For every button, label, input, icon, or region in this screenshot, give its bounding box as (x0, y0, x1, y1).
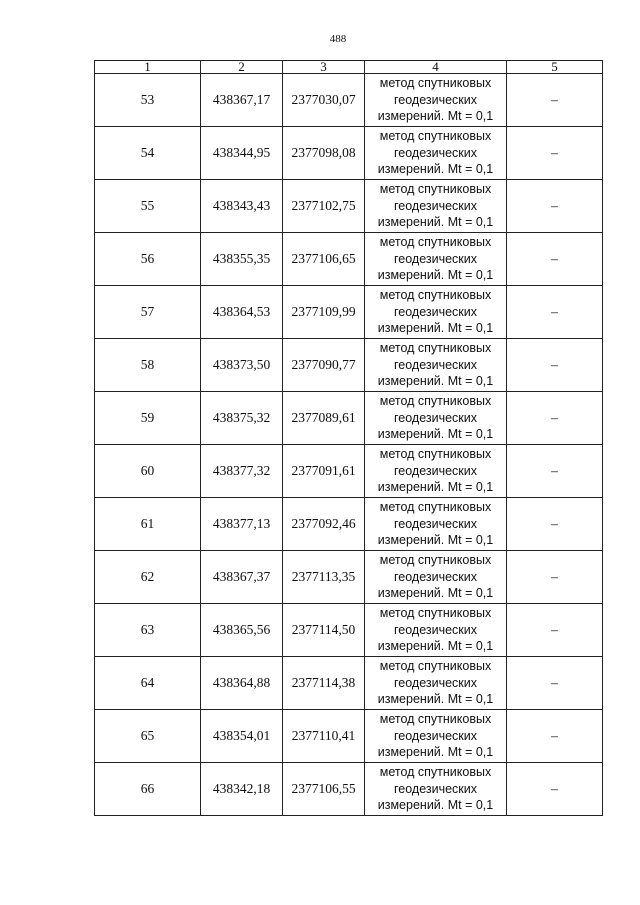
method-cell (365, 74, 507, 127)
header-row (95, 61, 603, 74)
note-cell: – (507, 127, 603, 180)
table-row (95, 604, 603, 657)
header-col-3: 3 (283, 61, 365, 74)
point-number-cell: 66 (95, 763, 201, 816)
y-coordinate-cell: 2377110,41 (283, 710, 365, 763)
method-cell (365, 127, 507, 180)
y-coordinate-cell: 2377090,77 (283, 339, 365, 392)
method-line: геодезических (393, 198, 477, 213)
method-cell (365, 498, 507, 551)
point-number-cell: 63 (95, 604, 201, 657)
x-coordinate-cell: 438367,17 (201, 74, 283, 127)
point-number-cell: 61 (95, 498, 201, 551)
y-coordinate-cell: 2377113,35 (283, 551, 365, 604)
method-line: измерений. Mt = 0,1 (377, 321, 494, 336)
x-coordinate-cell: 438355,35 (201, 233, 283, 286)
method-cell (365, 286, 507, 339)
method-cell (365, 604, 507, 657)
point-number-cell: 62 (95, 551, 201, 604)
x-coordinate-cell: 438364,88 (201, 657, 283, 710)
y-coordinate-cell: 2377106,55 (283, 763, 365, 816)
table-row (95, 657, 603, 710)
method-cell (365, 551, 507, 604)
x-coordinate-cell: 438343,43 (201, 180, 283, 233)
method-line: метод спутниковых (379, 129, 492, 144)
method-cell (365, 233, 507, 286)
note-cell: – (507, 233, 603, 286)
header-col-1: 1 (95, 61, 201, 74)
table-row (95, 127, 603, 180)
note-cell: – (507, 180, 603, 233)
method-line: метод спутниковых (379, 235, 492, 250)
point-number-cell: 57 (95, 286, 201, 339)
method-line: измерений. Mt = 0,1 (377, 374, 494, 389)
method-line: геодезических (393, 516, 477, 531)
header-col-2: 2 (201, 61, 283, 74)
method-line: измерений. Mt = 0,1 (377, 427, 494, 442)
header-col-5: 5 (507, 61, 603, 74)
method-line: метод спутниковых (379, 182, 492, 197)
method-cell (365, 180, 507, 233)
method-line: метод спутниковых (379, 765, 492, 780)
x-coordinate-cell: 438354,01 (201, 710, 283, 763)
x-coordinate-cell: 438342,18 (201, 763, 283, 816)
y-coordinate-cell: 2377092,46 (283, 498, 365, 551)
table-row (95, 710, 603, 763)
method-line: геодезических (393, 251, 477, 266)
coordinates-table (94, 60, 603, 816)
x-coordinate-cell: 438377,32 (201, 445, 283, 498)
method-line: геодезических (393, 781, 477, 796)
point-number-cell: 59 (95, 392, 201, 445)
y-coordinate-cell: 2377102,75 (283, 180, 365, 233)
point-number-cell: 54 (95, 127, 201, 180)
page-number: 488 (329, 33, 347, 45)
table-row (95, 498, 603, 551)
method-line: метод спутниковых (379, 394, 492, 409)
y-coordinate-cell: 2377114,50 (283, 604, 365, 657)
table-row (95, 233, 603, 286)
method-line: метод спутниковых (379, 76, 492, 91)
note-cell: – (507, 551, 603, 604)
x-coordinate-cell: 438367,37 (201, 551, 283, 604)
y-coordinate-cell: 2377109,99 (283, 286, 365, 339)
method-cell (365, 392, 507, 445)
table-row (95, 74, 603, 127)
method-line: метод спутниковых (379, 341, 492, 356)
method-line: метод спутниковых (379, 500, 492, 515)
method-line: измерений. Mt = 0,1 (377, 533, 494, 548)
y-coordinate-cell: 2377089,61 (283, 392, 365, 445)
method-line: метод спутниковых (379, 606, 492, 621)
y-coordinate-cell: 2377106,65 (283, 233, 365, 286)
point-number-cell: 55 (95, 180, 201, 233)
method-line: геодезических (393, 675, 477, 690)
x-coordinate-cell: 438365,56 (201, 604, 283, 657)
method-line: измерений. Mt = 0,1 (377, 745, 494, 760)
table-row (95, 551, 603, 604)
method-line: метод спутниковых (379, 288, 492, 303)
y-coordinate-cell: 2377098,08 (283, 127, 365, 180)
method-line: метод спутниковых (379, 659, 492, 674)
note-cell: – (507, 339, 603, 392)
method-cell (365, 445, 507, 498)
method-line: метод спутниковых (379, 447, 492, 462)
x-coordinate-cell: 438373,50 (201, 339, 283, 392)
method-cell (365, 763, 507, 816)
x-coordinate-cell: 438364,53 (201, 286, 283, 339)
method-cell (365, 657, 507, 710)
x-coordinate-cell: 438375,32 (201, 392, 283, 445)
note-cell: – (507, 604, 603, 657)
point-number-cell: 53 (95, 74, 201, 127)
note-cell: – (507, 392, 603, 445)
method-line: геодезических (393, 569, 477, 584)
method-line: метод спутниковых (379, 712, 492, 727)
method-line: геодезических (393, 728, 477, 743)
x-coordinate-cell: 438344,95 (201, 127, 283, 180)
note-cell: – (507, 445, 603, 498)
method-line: измерений. Mt = 0,1 (377, 798, 494, 813)
point-number-cell: 58 (95, 339, 201, 392)
method-line: измерений. Mt = 0,1 (377, 215, 494, 230)
header-col-4: 4 (365, 61, 507, 74)
table-row (95, 392, 603, 445)
x-coordinate-cell: 438377,13 (201, 498, 283, 551)
method-line: геодезических (393, 92, 477, 107)
method-line: измерений. Mt = 0,1 (377, 586, 494, 601)
note-cell: – (507, 710, 603, 763)
table-row (95, 180, 603, 233)
method-cell (365, 710, 507, 763)
note-cell: – (507, 74, 603, 127)
method-line: измерений. Mt = 0,1 (377, 268, 494, 283)
y-coordinate-cell: 2377030,07 (283, 74, 365, 127)
method-cell (365, 339, 507, 392)
point-number-cell: 64 (95, 657, 201, 710)
method-line: измерений. Mt = 0,1 (377, 109, 494, 124)
method-line: геодезических (393, 410, 477, 425)
point-number-cell: 65 (95, 710, 201, 763)
method-line: метод спутниковых (379, 553, 492, 568)
table-row (95, 286, 603, 339)
table-row (95, 445, 603, 498)
point-number-cell: 56 (95, 233, 201, 286)
method-line: геодезических (393, 622, 477, 637)
method-line: измерений. Mt = 0,1 (377, 480, 494, 495)
method-line: геодезических (393, 304, 477, 319)
note-cell: – (507, 498, 603, 551)
table-row (95, 339, 603, 392)
table-row (95, 763, 603, 816)
method-line: измерений. Mt = 0,1 (377, 692, 494, 707)
method-line: измерений. Mt = 0,1 (377, 639, 494, 654)
note-cell: – (507, 763, 603, 816)
point-number-cell: 60 (95, 445, 201, 498)
method-line: геодезических (393, 463, 477, 478)
method-line: измерений. Mt = 0,1 (377, 162, 494, 177)
method-line: геодезических (393, 357, 477, 372)
note-cell: – (507, 286, 603, 339)
y-coordinate-cell: 2377114,38 (283, 657, 365, 710)
y-coordinate-cell: 2377091,61 (283, 445, 365, 498)
note-cell: – (507, 657, 603, 710)
method-line: геодезических (393, 145, 477, 160)
